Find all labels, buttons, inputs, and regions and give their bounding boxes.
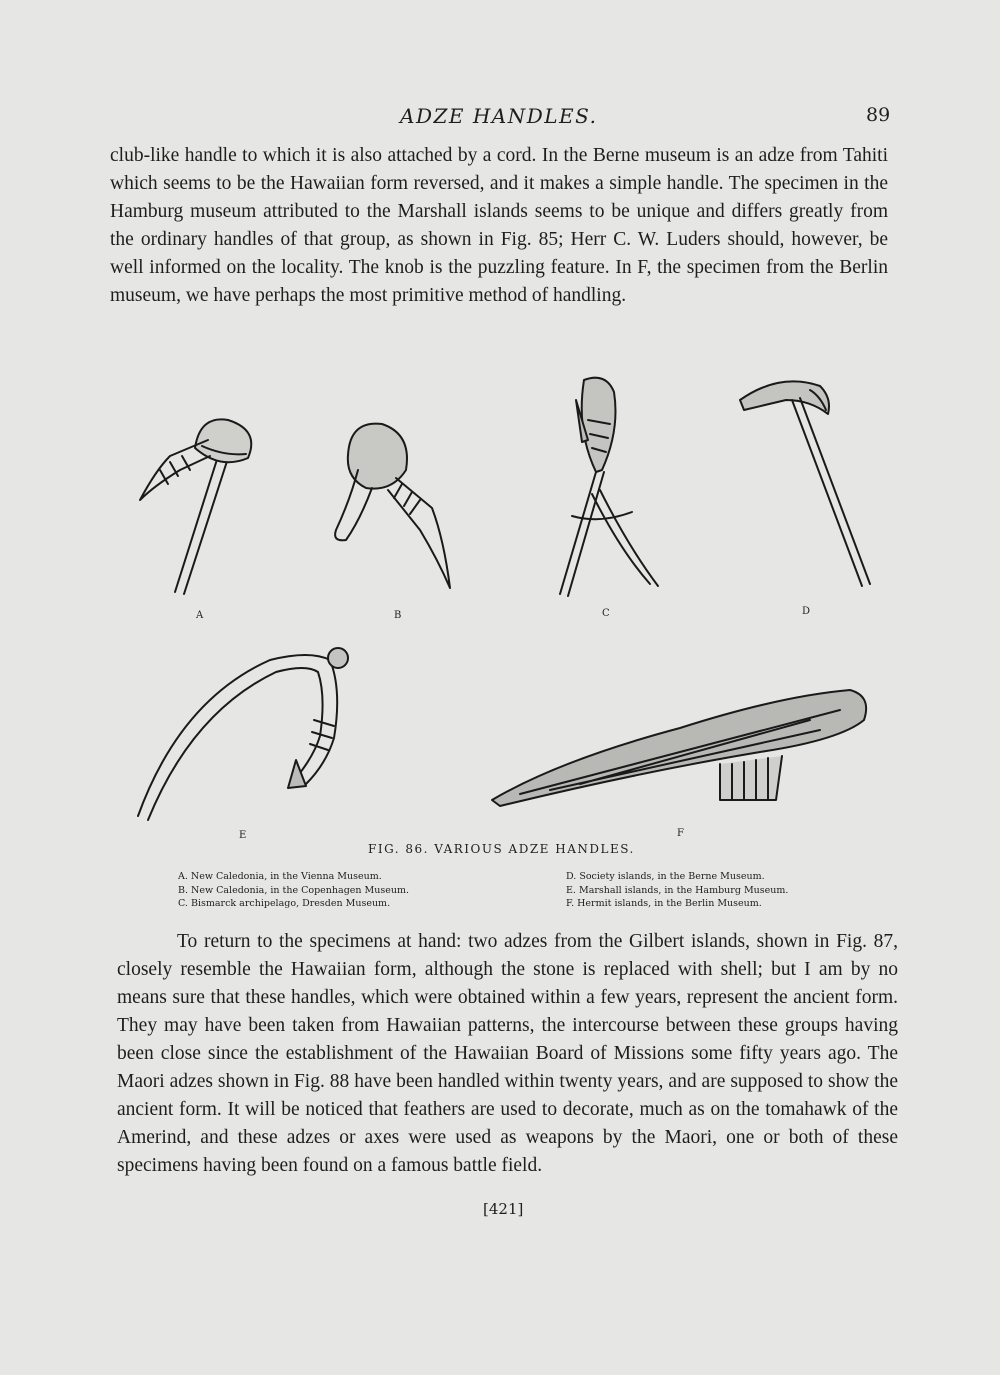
figure-letter-e: E	[239, 830, 248, 841]
running-title: ADZE HANDLES.	[400, 104, 598, 128]
figure-letter-a: A	[196, 610, 205, 621]
legend-item-c: C. Bismarck archipelago, Dresden Museum.	[178, 898, 391, 909]
adze-handle-d-drawing	[740, 381, 870, 586]
paragraph-1: club-like handle to which it is also attached by a cord. In the Berne museum is an adze from Tahiti which seems to be the Hawaiian form reversed, and it makes a simple handle. The specimen in the Hamburg museum attributed to the Marshall islands seems to be unique and differs greatly from the ordinary handles of that group, as shown in Fig. 85; Herr C. W. Luders should, however, be well informed on the locality. The knob is the puzzling feature. In F, the specimen from the Berlin museum, we have perhaps the most primitive method of handling.	[110, 145, 888, 306]
adze-handle-f-drawing	[492, 690, 866, 806]
adze-handle-a-drawing	[140, 419, 251, 594]
legend-item-d: D. Society islands, in the Berne Museum.	[566, 871, 765, 882]
figure-legend-right	[566, 870, 788, 911]
footer-number: [421]	[483, 1200, 524, 1218]
legend-item-e: E. Marshall islands, in the Hamburg Museum.	[566, 884, 789, 896]
figure-plate	[120, 360, 900, 880]
adze-illustrations	[120, 360, 900, 880]
legend-item-f: F. Hermit islands, in the Berlin Museum.	[566, 898, 762, 909]
adze-handle-e-drawing	[138, 648, 348, 820]
legend-item-a: A. New Caledonia, in the Vienna Museum.	[178, 871, 382, 882]
figure-legend-left	[178, 870, 409, 911]
legend-item-b: B. New Caledonia, in the Copenhagen Museum.	[178, 884, 410, 896]
page-number: 89	[866, 104, 891, 126]
figure-letter-f: F	[677, 828, 685, 839]
figure-letter-c: C	[602, 608, 611, 619]
paragraph-2: To return to the specimens at hand: two adzes from the Gilbert islands, shown in Fig. 87, closely resemble the Hawaiian form, although the stone is replaced with shell; but I am by no means sure that these handles, which were obtained within a few years, represent the ancient form. They may have been taken from Hawaiian patterns, the intercourse between these groups having been close since the establishment of the Hawaiian Board of Missions some fifty years ago. The Maori adzes shown in Fig. 88 have been handled within twenty years, and are supposed to show the ancient form. It will be noticed that feathers are used to decorate, much as on the tomahawk of the Amerind, and these adzes or axes were used as weapons by the Maori, one or both of these specimens having been found on a famous battle field.	[117, 931, 898, 1176]
figure-letter-b: B	[394, 610, 403, 621]
figure-caption: FIG. 86. VARIOUS ADZE HANDLES.	[368, 842, 635, 856]
running-head	[0, 100, 1000, 134]
figure-letter-d: D	[802, 606, 812, 617]
adze-handle-c-drawing	[560, 378, 658, 596]
adze-handle-b-drawing	[335, 424, 450, 588]
